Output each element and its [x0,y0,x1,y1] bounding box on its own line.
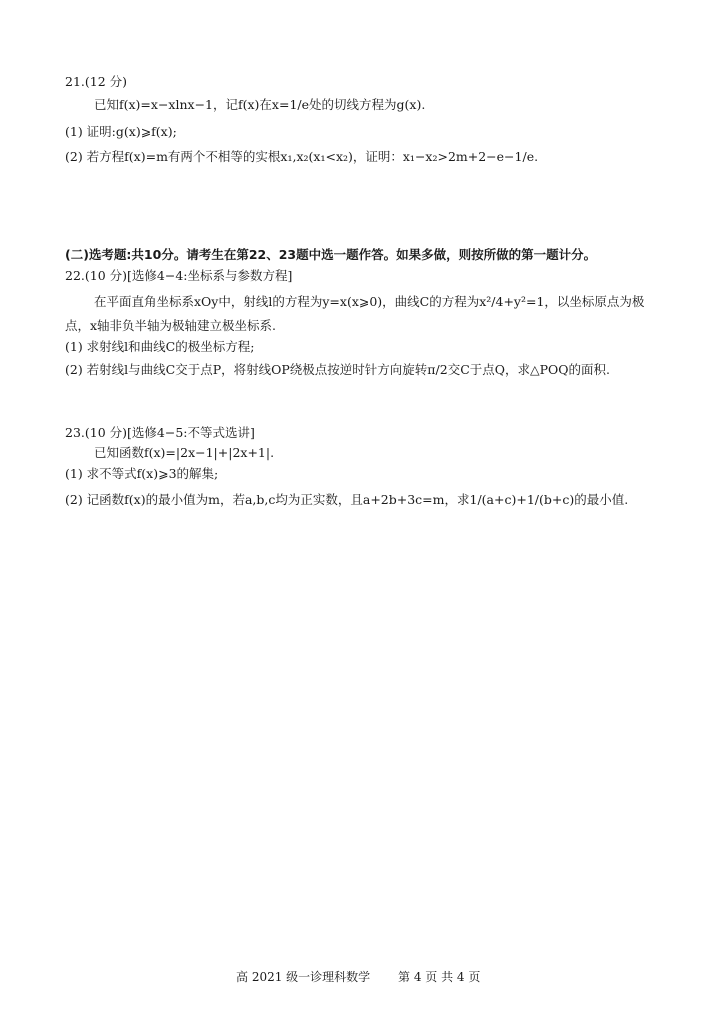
q21-part1: (1) 证明:g(x)⩾f(x); [65,124,177,139]
footer-title: 高 2021 级一诊理科数学 [236,970,371,984]
q22-part2: (2) 若射线l与曲线C交于点P，将射线OP绕极点按逆时针方向旋转π/2交C于点Q，求△POQ的面积. [65,362,610,377]
q22-part1: (1) 求射线l和曲线C的极坐标方程; [65,339,255,354]
q23-part2: (2) 记函数f(x)的最小值为m，若a,b,c均为正实数，且a+2b+3c=m，求1/(a+c)+1/(b+c)的最小值. [65,492,629,507]
q21-intro: 已知f(x)=x−xlnx−1，记f(x)在x=1/e处的切线方程为g(x). [94,97,426,112]
q23-header: 23.(10 分)[选修4−5:不等式选讲] [65,425,255,440]
q22-intro-line1: 在平面直角坐标系xOy中，射线l的方程为y=x(x⩾0)，曲线C的方程为x²/4+y²=1，以坐标原点为极 [94,294,645,309]
footer-page-of: 第 4 页 共 4 页 [398,970,481,984]
q22-intro-line2: 点，x轴非负半轴为极轴建立极坐标系. [65,318,277,333]
q23-part1: (1) 求不等式f(x)⩾3的解集; [65,466,219,481]
section-two-title: (二)选考题:共10分。请考生在第22、23题中选一题作答。如果多做，则按所做的第一题计分。 [65,247,597,262]
q23-intro: 已知函数f(x)=|2x−1|+|2x+1|. [94,445,275,460]
q21-header: 21.(12 分) [65,74,128,89]
q21-part2: (2) 若方程f(x)=m有两个不相等的实根x₁,x₂(x₁<x₂)，证明：x₁−x₂>2m+2−e−1/e. [65,149,539,164]
q22-header: 22.(10 分)[选修4−4:坐标系与参数方程] [65,268,293,283]
